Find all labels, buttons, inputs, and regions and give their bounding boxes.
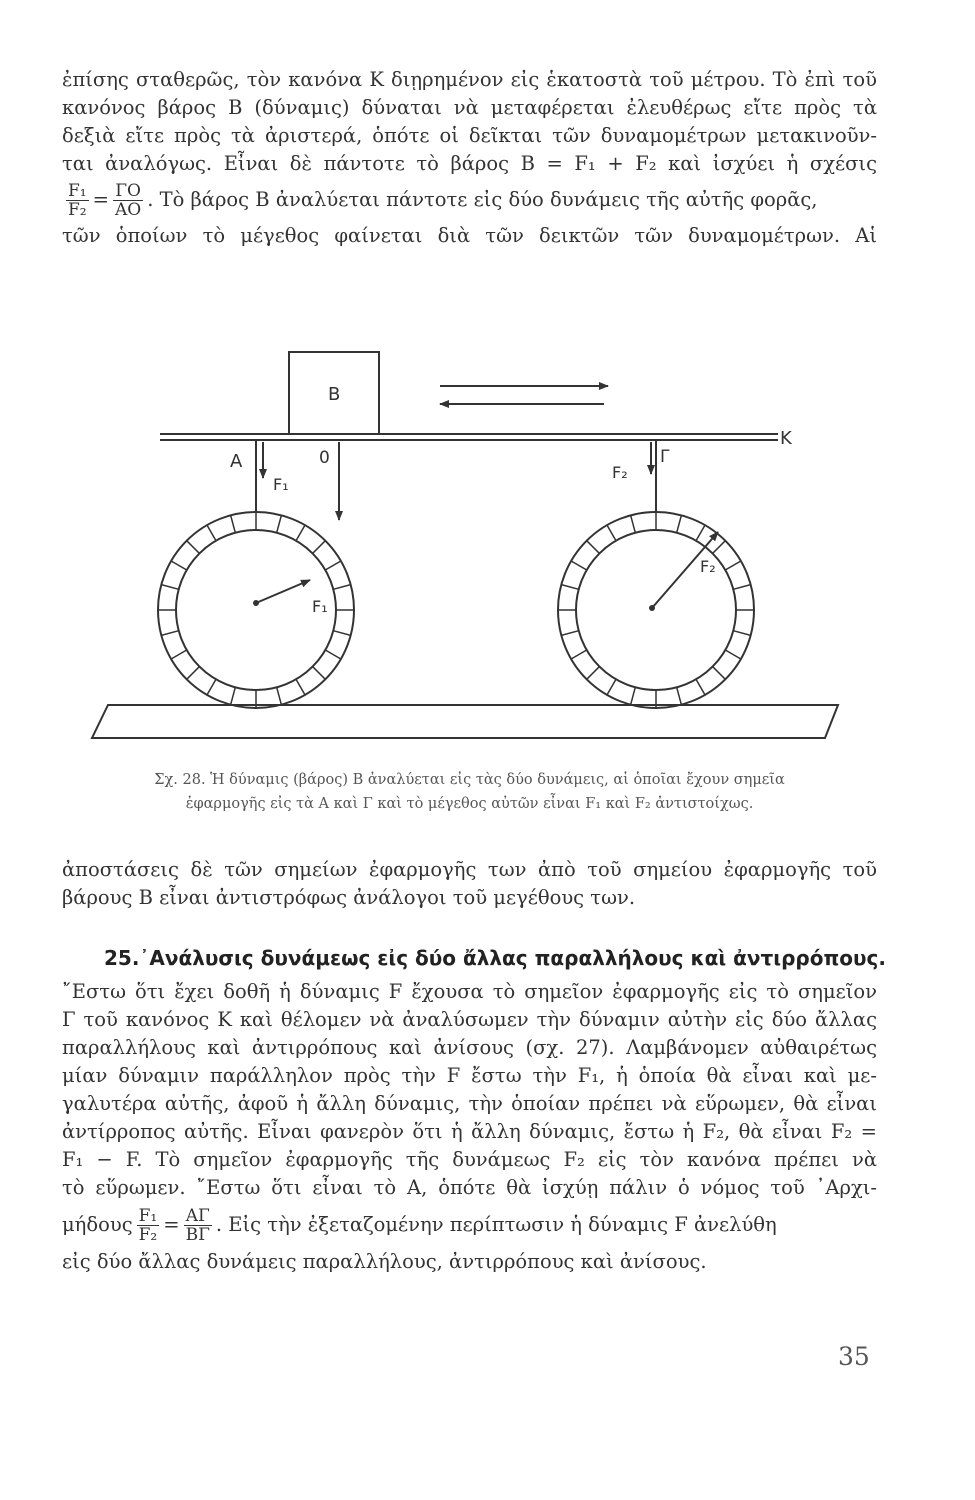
- text-line: ται ἀναλόγως. Εἶναι δὲ πάντοτε τὸ βάρος Β = F₁ + F₂ καὶ ἰσχύει ἡ σχέσις: [62, 152, 877, 175]
- formula-line: μήδους $\frac{\text{F₁}}{\text{F₂}}$ = $\frac{A\Gamma}{B\Gamma}$ . Εἰς τὴν ἐξεταζομένην περίπτωσιν ἡ δύναμις F ἀνελύθη: [62, 1206, 777, 1245]
- dynamometer-right: [558, 512, 754, 708]
- fraction-go-ao: $\frac{\Gamma O}{AO}$: [114, 181, 142, 220]
- text-line: παραλλήλους καὶ ἀντιρρόπους καὶ ἀνίσους (σχ. 27). Λαμβάνομεν αὐθαιρέτως: [62, 1036, 877, 1059]
- text-line: γαλυτέρα αὐτῆς, ἀφοῦ ἡ ἄλλη δύναμις, τὴν ὁποίαν πρέπει νὰ εὕρωμεν, θὰ εἶναι: [62, 1092, 877, 1115]
- fraction-f1-f2-second: $\frac{\text{F₁}}{\text{F₂}}$: [138, 1206, 158, 1245]
- middle-paragraph: [62, 856, 877, 912]
- dial-tick: [313, 667, 326, 680]
- dial-tick: [587, 541, 600, 554]
- text-line: Γ τοῦ κανόνος Κ καὶ θέλομεν νὰ ἀναλύσωμεν τὴν δύναμιν αὐτὴν εἰς δύο ἄλλας: [62, 1008, 877, 1031]
- dial-tick: [677, 515, 682, 532]
- dial-tick: [333, 585, 350, 590]
- text-line: τῶν ὁποίων τὸ μέγεθος φαίνεται διὰ τῶν δεικτῶν τῶν δυναμομέτρων. Αἱ: [62, 224, 877, 247]
- page-number: 35: [838, 1342, 870, 1371]
- dial-tick: [677, 687, 682, 704]
- dynamometer-left: [158, 512, 354, 708]
- dial-tick: [561, 585, 578, 590]
- dial-tick: [607, 679, 616, 695]
- dial-tick: [207, 525, 216, 541]
- label-f1: F₁: [273, 475, 289, 494]
- dial-tick: [587, 667, 600, 680]
- text-line: βάρους Β εἶναι ἀντιστρόφως ἀνάλογοι τοῦ μεγέθους των.: [62, 886, 636, 909]
- dial-tick: [325, 650, 341, 659]
- figure-caption: Σχ. 28. Ἡ δύναμις (βάρος) Β ἀναλύεται εἰς τὰς δύο δυνάμεις, αἱ ὁποῖαι ἔχουν σημεῖα ἐφαρμογῆς εἰς τὰ Α καὶ Γ καὶ τὸ μέγεθος αὐτῶν εἶναι F₁ καὶ F₂ ἀντιστοίχως.: [154, 772, 785, 812]
- section-paragraph: [62, 978, 877, 1276]
- label-f2-dial: F₂: [700, 557, 716, 576]
- text-line: εἰς δύο ἄλλας δυνάμεις παραλλήλους, ἀντιρρόπους καὶ ἀνίσους.: [62, 1250, 707, 1273]
- dial-tick: [571, 561, 587, 570]
- dial-tick: [171, 650, 187, 659]
- dial-tick: [631, 687, 636, 704]
- fraction-ag-bg: $\frac{A\Gamma}{B\Gamma}$: [185, 1206, 210, 1245]
- text-line: ἐπίσης σταθερῶς, τὸν κανόνα Κ διῃρημένον εἰς ἑκατοστὰ τοῦ μέτρου. Τὸ ἐπὶ τοῦ: [62, 68, 877, 91]
- dial-tick: [296, 525, 305, 541]
- dial-tick: [325, 561, 341, 570]
- dial-tick: [171, 561, 187, 570]
- dial-tick: [277, 687, 282, 704]
- text-line: F₁ − F. Τὸ σημεῖον ἐφαρμογῆς τῆς δυνάμεως F₂ εἰς τὸν κανόνα πρέπει νὰ: [62, 1148, 877, 1171]
- dial-tick: [296, 679, 305, 695]
- dial-tick: [333, 631, 350, 636]
- text-line: ἀποστάσεις δὲ τῶν σημείων ἐφαρμογῆς των ἀπὸ τοῦ σημείου ἐφαρμογῆς τοῦ: [62, 858, 877, 881]
- dial-tick: [277, 515, 282, 532]
- dial-tick: [207, 679, 216, 695]
- dial-tick: [571, 650, 587, 659]
- dial-tick: [187, 667, 200, 680]
- label-b: Β: [328, 384, 341, 405]
- dial-tick: [713, 541, 726, 554]
- dial-tick: [725, 561, 741, 570]
- dial-tick: [231, 515, 236, 532]
- text-line: τὸ εὕρωμεν. ῎Εστω ὅτι εἶναι τὸ Α, ὁπότε θὰ ἰσχύῃ πάλιν ὁ νόμος τοῦ ᾽Αρχι-: [62, 1176, 877, 1199]
- text-line: ῎Εστω ὅτι ἔχει δοθῆ ἡ δύναμις F ἔχουσα τὸ σημεῖον ἐφαρμογῆς εἰς τὸ σημεῖον: [62, 980, 877, 1003]
- fraction-f1-f2: $\frac{\text{F₁}}{\text{F₂}}$: [68, 181, 87, 220]
- label-k: Κ: [780, 428, 792, 449]
- dial-tick: [607, 525, 616, 541]
- dial-tick: [631, 515, 636, 532]
- label-a: Α: [230, 451, 243, 472]
- dial-tick: [561, 631, 578, 636]
- formula-line: $\frac{\text{F₁}}{\text{F₂}}$ = $\frac{\Gamma O}{AO}$ . Τὸ βάρος Β ἀναλύεται πάντοτε εἰς δύο δυνάμεις τῆς αὐτῆς φορᾶς,: [68, 181, 818, 220]
- dial-tick: [696, 525, 705, 541]
- dial-tick: [733, 631, 750, 636]
- dial-tick: [313, 541, 326, 554]
- dial-tick: [733, 585, 750, 590]
- label-o: 0: [319, 448, 330, 468]
- dial-tick: [161, 631, 178, 636]
- text-line: ἀντίρροπος αὐτῆς. Εἶναι φανερὸν ὅτι ἡ ἄλλη δύναμις, ἔστω ἡ F₂, θὰ εἶναι F₂ =: [62, 1120, 877, 1143]
- dial-tick: [696, 679, 705, 695]
- label-g: Γ: [660, 447, 670, 467]
- text-line: μίαν δύναμιν παράλληλον πρὸς τὴν F ἔστω τὴν F₁, ἡ ὁποία θὰ εἶναι καὶ με-: [62, 1064, 877, 1087]
- label-f2: F₂: [612, 463, 628, 482]
- section-heading: 25.᾽Ανάλυσις δυνάμεως εἰς δύο ἄλλας παραλλήλους καὶ ἀντιρρόπους.: [104, 946, 886, 970]
- text-line: κανόνος βάρος Β (δύναμις) δύναται νὰ μεταφέρεται ἐλευθέρως εἴτε πρὸς τὰ: [62, 96, 877, 119]
- dial-tick: [187, 541, 200, 554]
- base-plank: [92, 705, 838, 738]
- dial-tick: [161, 585, 178, 590]
- dial-tick: [725, 650, 741, 659]
- label-f1-dial: F₁: [312, 597, 328, 616]
- dial-tick: [231, 687, 236, 704]
- dial-tick: [713, 667, 726, 680]
- text-line: δεξιὰ εἴτε πρὸς τὰ ἀριστερά, ὁπότε οἱ δεῖκται τῶν δυναμομέτρων μετακινοῦν-: [62, 124, 877, 147]
